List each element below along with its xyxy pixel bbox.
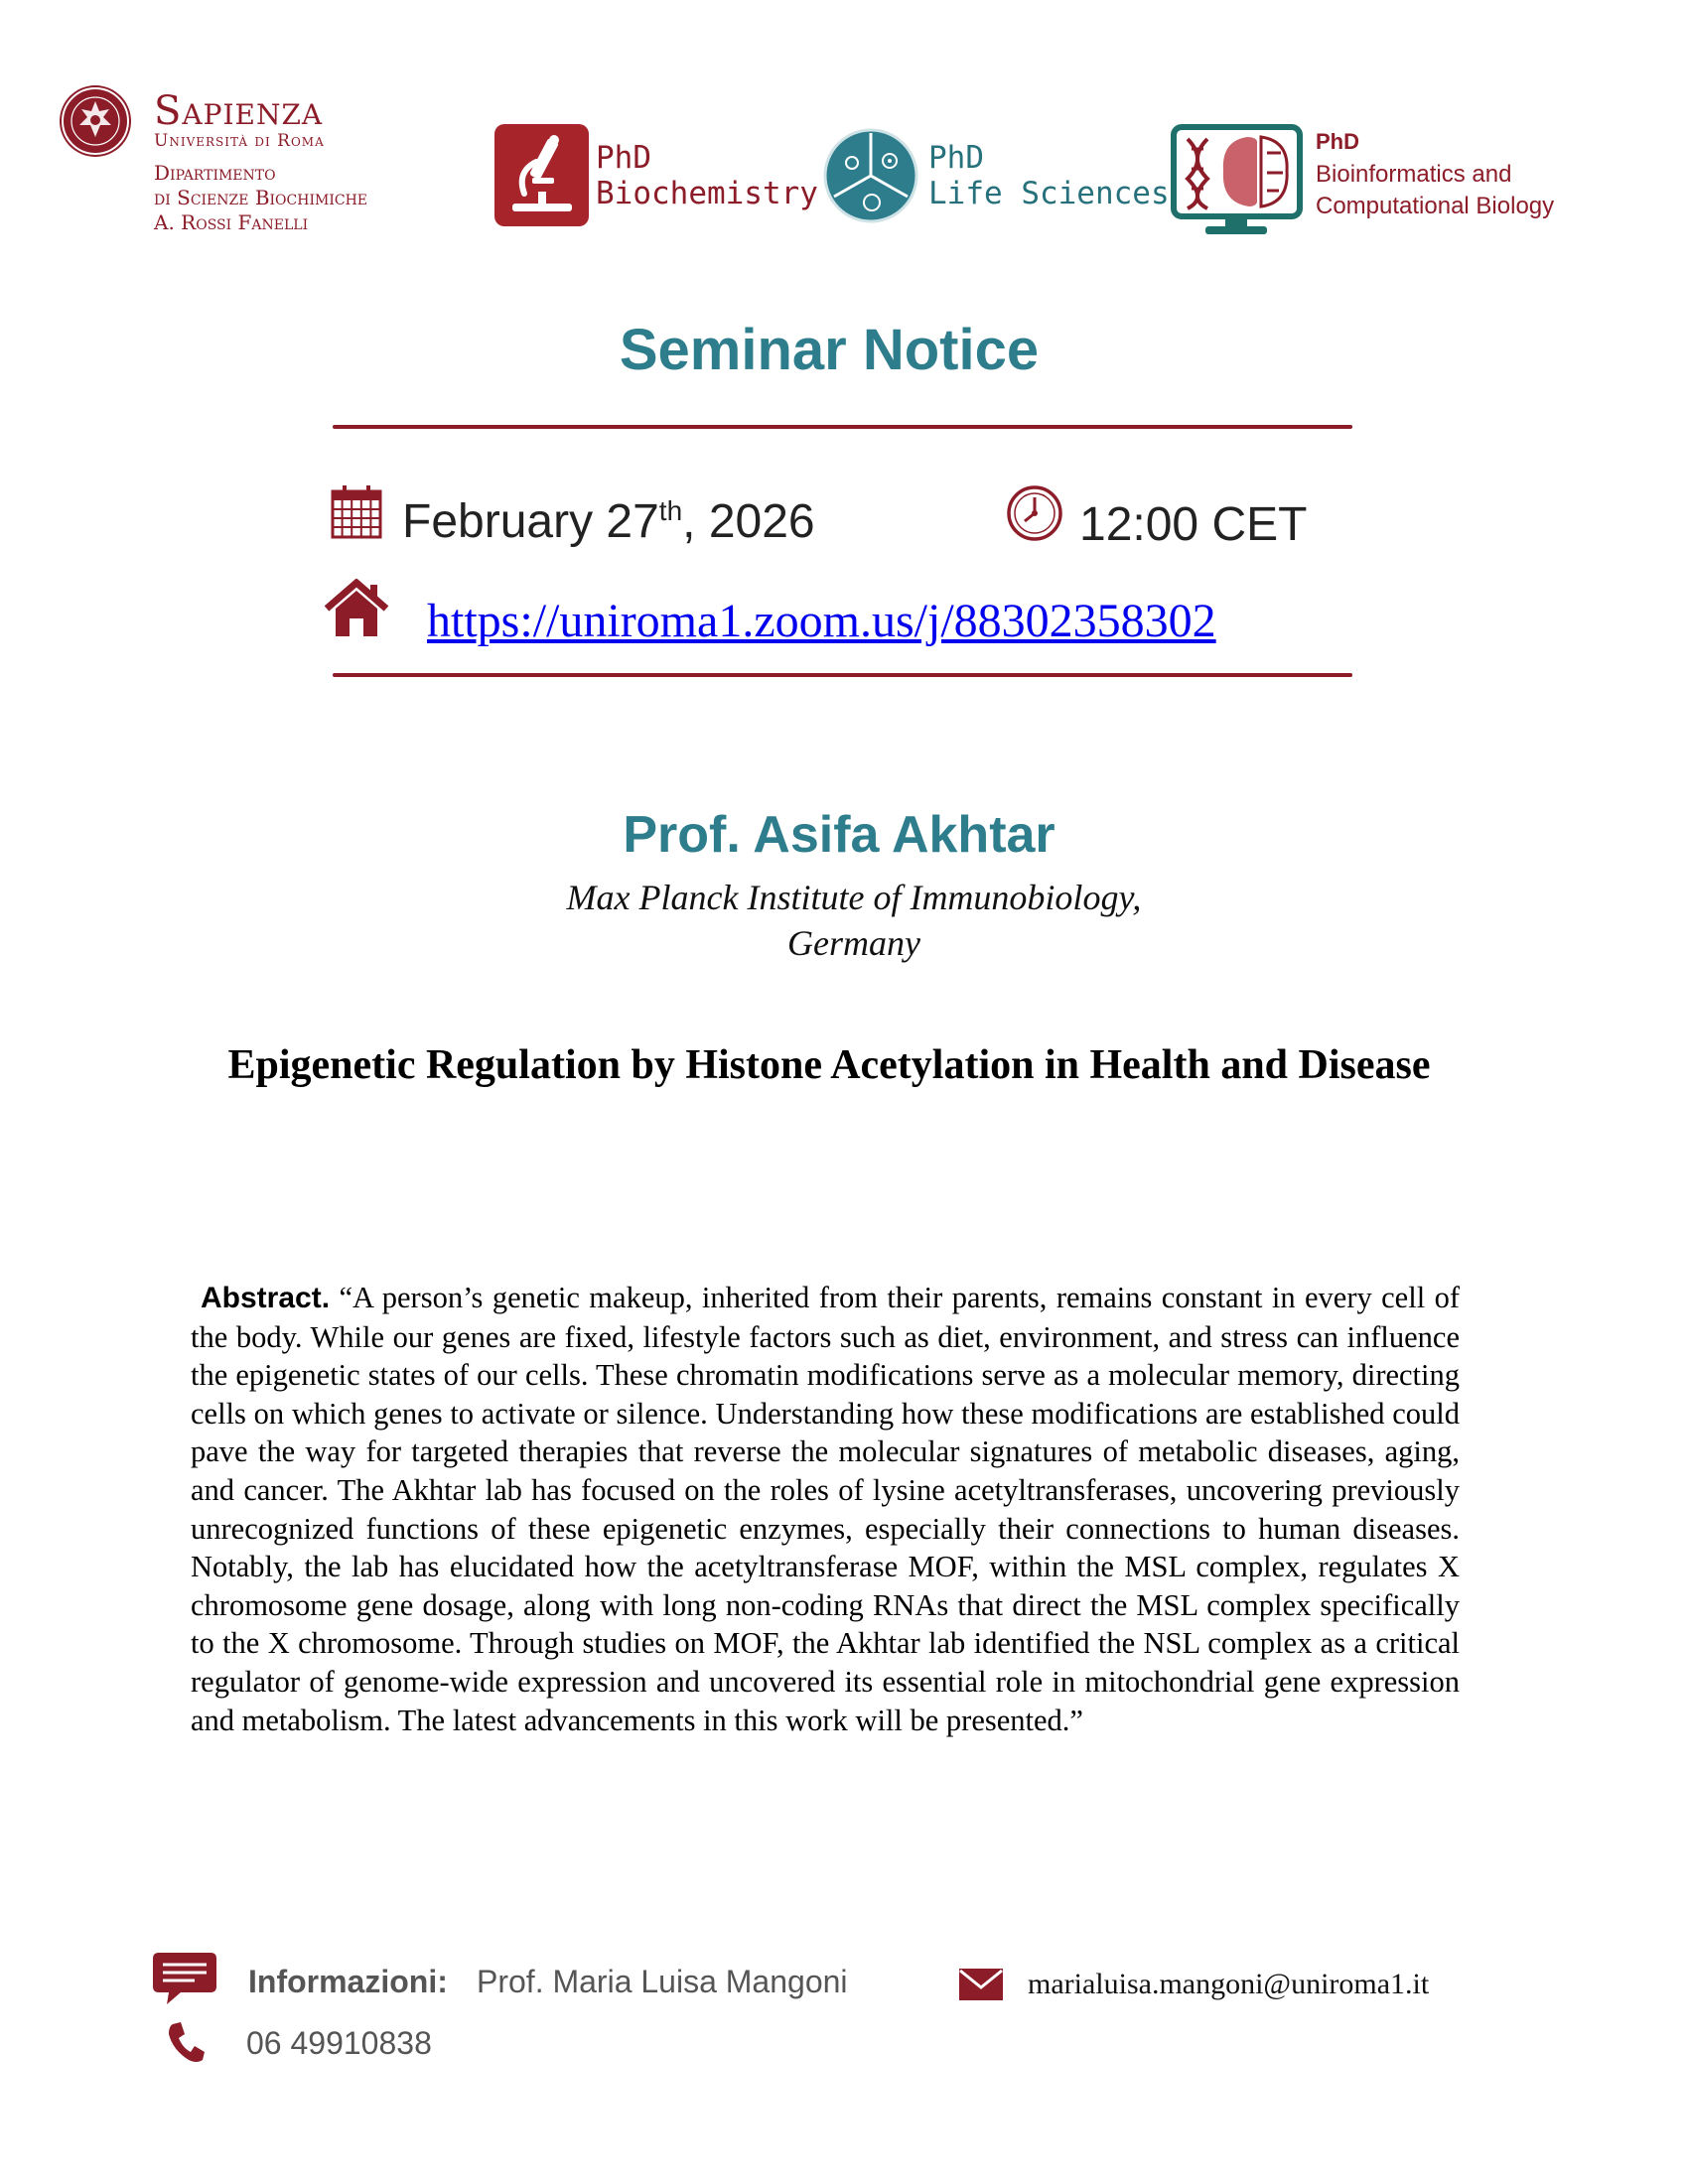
department-line-1: Dipartimento bbox=[154, 161, 276, 185]
contact-email[interactable]: marialuisa.mangoni@uniroma1.it bbox=[1028, 1968, 1430, 2000]
department-line-2: di Scienze Biochimiche bbox=[154, 186, 367, 209]
calendar-icon bbox=[331, 483, 382, 539]
abstract-text: “A person’s genetic makeup, inherited from their parents, remains constant in every cell of the body. While our genes are fixed, lifestyle factors such as diet, environment, and stress can influence the epigenetic states of our cells. These chromatin modifications serve as a molecular memory, directing cells on which genes to activate or silence. Understanding how these modifications are established could pave the way for targeted therapies that reverse the molecular signatures of metabolic diseases, aging, and cancer. The Akhtar lab has focused on the roles of lysine acetyltransferases, uncovering previously unrecognized functions of these epigenetic enzymes, especially their connections to human diseases. Notably, the lab has elucidated how the acetyltransferase MOF, within the MSL complex, regulates X chromosome gene dosage, along with long non-coding RNAs that direct the MSL complex specifically to the X chromosome. Through studies on MOF, the Akhtar lab identified the NSL complex as a critical regulator of genome-wide expression and uncovered its essential role in mitochondrial gene expression and metabolism. The latest advancements in this work will be presented.” bbox=[191, 1281, 1460, 1737]
top-divider bbox=[333, 425, 1352, 429]
abstract-label: Abstract. bbox=[201, 1282, 331, 1314]
phd-bioinformatics-line-3: Computational Biology bbox=[1316, 193, 1555, 219]
phd-life-sciences-line-1: PhD bbox=[928, 140, 984, 176]
home-icon bbox=[323, 579, 390, 638]
info-contact-name: Prof. Maria Luisa Mangoni bbox=[477, 1964, 848, 1999]
sapienza-name: Sapienza bbox=[154, 88, 324, 134]
phone-icon bbox=[167, 2020, 207, 2064]
info-label: Informazioni: bbox=[248, 1964, 448, 1999]
phd-biochemistry-line-1: PhD bbox=[596, 140, 651, 176]
abstract bbox=[191, 1279, 1460, 1739]
seminar-time: 12:00 CET bbox=[1079, 498, 1308, 551]
zoom-meeting-link[interactable]: https://uniroma1.zoom.us/j/88302358302 bbox=[427, 595, 1216, 647]
mail-icon bbox=[958, 1968, 1004, 2001]
phd-bioinformatics-line-1: PhD bbox=[1316, 129, 1359, 154]
department-line-3: A. Rossi Fanelli bbox=[154, 210, 309, 234]
life-sciences-icon bbox=[822, 121, 919, 230]
phd-bioinformatics-line-2: Bioinformatics and bbox=[1316, 161, 1512, 188]
bioinformatics-monitor-icon bbox=[1170, 123, 1304, 240]
clock-icon bbox=[1005, 483, 1064, 543]
talk-title: Epigenetic Regulation by Histone Acetylation in Health and Disease bbox=[227, 1042, 1431, 1088]
speaker-affiliation-line-2: Germany bbox=[787, 923, 920, 963]
chat-icon bbox=[151, 1951, 218, 2006]
speaker-name: Prof. Asifa Akhtar bbox=[623, 806, 1055, 864]
seminar-title: Seminar Notice bbox=[619, 318, 1040, 382]
seminar-date bbox=[402, 493, 815, 551]
phone-number: 06 49910838 bbox=[246, 2025, 432, 2061]
sapienza-seal-logo bbox=[60, 85, 131, 157]
date-year: , 2026 bbox=[682, 495, 815, 548]
date-suffix: th bbox=[658, 495, 683, 526]
phd-life-sciences-line-2: Life Sciences bbox=[928, 176, 1170, 211]
phd-biochemistry-line-2: Biochemistry bbox=[596, 176, 818, 211]
microscope-icon bbox=[494, 124, 589, 226]
sapienza-university: Università di Roma bbox=[154, 131, 325, 151]
speaker-affiliation-line-1: Max Planck Institute of Immunobiology, bbox=[566, 878, 1142, 917]
date-main: February 27 bbox=[402, 495, 659, 548]
bottom-divider bbox=[333, 673, 1352, 677]
